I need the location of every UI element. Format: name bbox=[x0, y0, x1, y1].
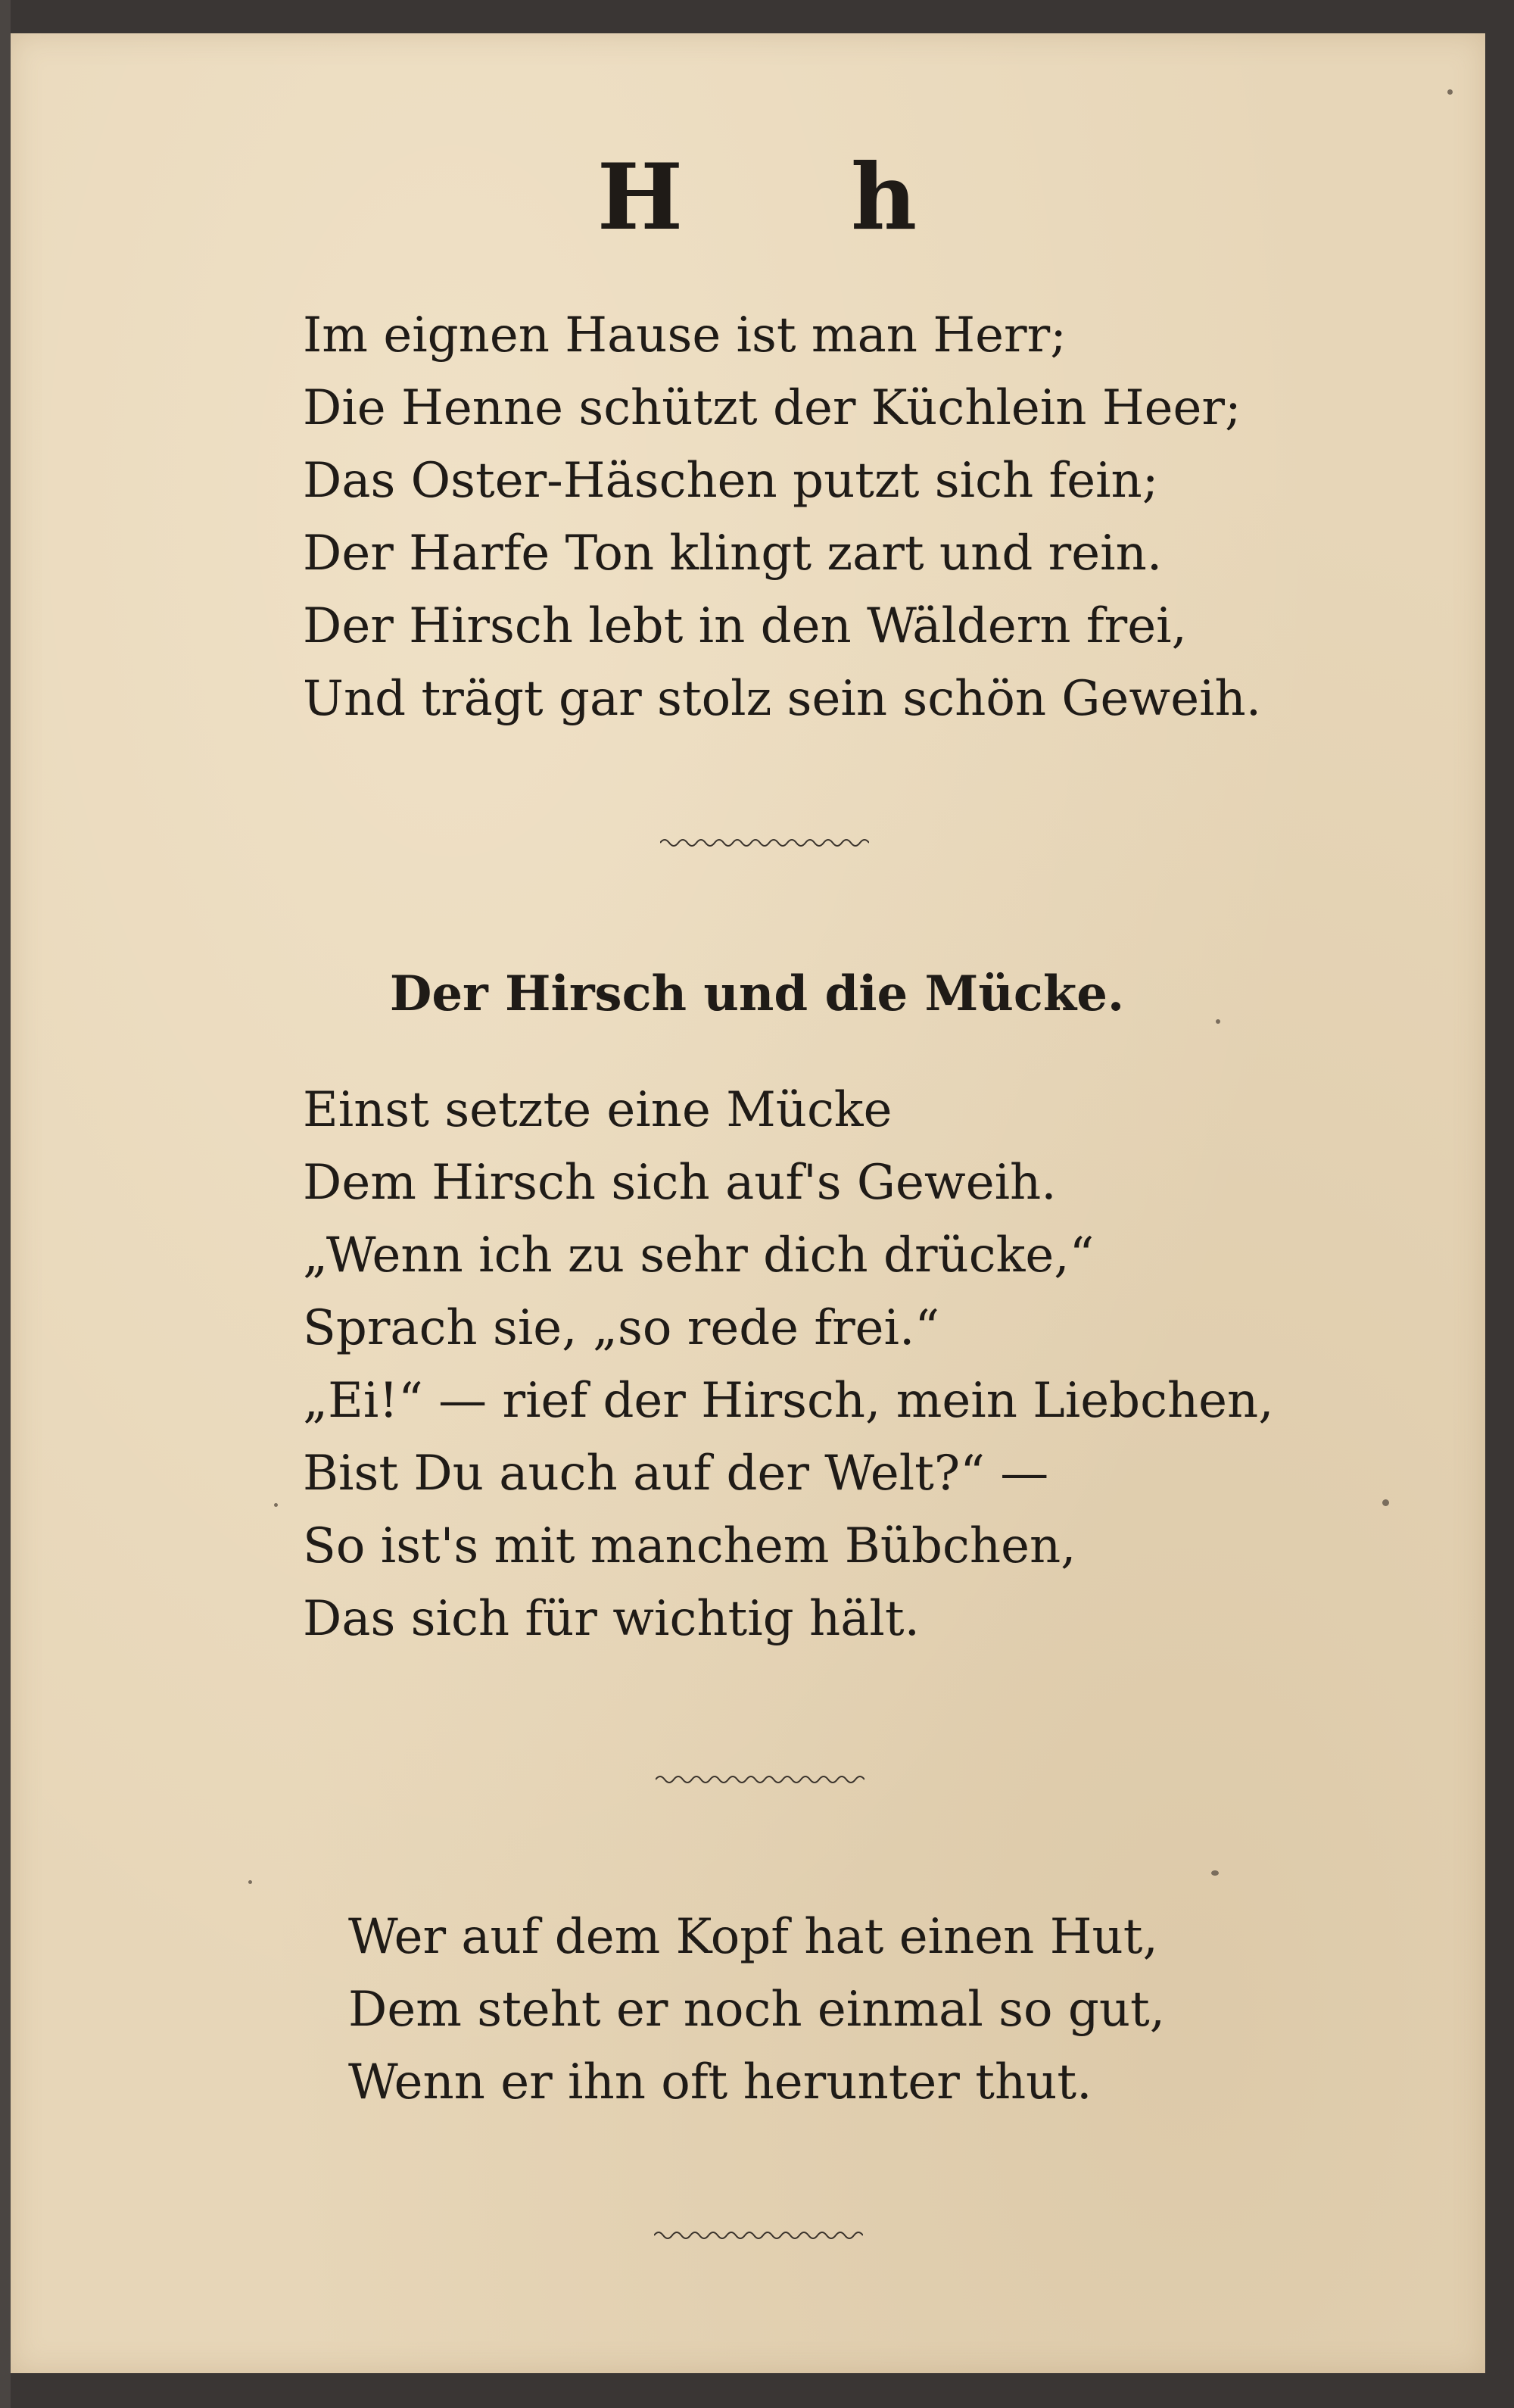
paper-speck bbox=[248, 1880, 252, 1884]
paper-speck bbox=[274, 1503, 278, 1507]
verse-line: Das sich für wichtig hält. bbox=[303, 1591, 920, 1647]
page-edge-shadow bbox=[0, 0, 11, 2408]
verse-line: Sprach sie, „so rede frei.“ bbox=[303, 1300, 940, 1356]
verse-line: Die Henne schützt der Küchlein Heer; bbox=[303, 380, 1241, 436]
verse-line: Wer auf dem Kopf hat einen Hut, bbox=[348, 1909, 1158, 1965]
hut-stanza bbox=[348, 1901, 1165, 2119]
poem-body bbox=[303, 1074, 1274, 1655]
verse-line: So ist's mit manchem Bübchen, bbox=[303, 1518, 1076, 1574]
wavy-divider-1 bbox=[660, 835, 869, 850]
verse-line: „Ei!“ — rief der Hirsch, mein Liebchen, bbox=[303, 1373, 1274, 1429]
verse-line: „Wenn ich zu sehr dich drücke,“ bbox=[303, 1227, 1095, 1284]
paper-speck bbox=[1382, 1499, 1389, 1506]
verse-line: Einst setzte eine Mücke bbox=[303, 1082, 893, 1138]
wavy-divider-2 bbox=[656, 1772, 864, 1787]
letter-heading: H h bbox=[597, 144, 986, 251]
letter-h-stanza bbox=[303, 299, 1261, 735]
verse-line: Und trägt gar stolz sein schön Geweih. bbox=[303, 671, 1262, 727]
verse-line: Dem Hirsch sich auf's Geweih. bbox=[303, 1155, 1057, 1211]
verse-line: Im eignen Hause ist man Herr; bbox=[303, 307, 1067, 363]
paper-speck bbox=[1211, 1870, 1219, 1876]
verse-line: Der Hirsch lebt in den Wäldern frei, bbox=[303, 598, 1187, 654]
poem-title: Der Hirsch und die Mücke. bbox=[389, 965, 1125, 1022]
verse-line: Dem steht er noch einmal so gut, bbox=[348, 1982, 1166, 2038]
paper-speck bbox=[1216, 1019, 1220, 1024]
verse-line: Bist Du auch auf der Welt?“ — bbox=[303, 1446, 1049, 1502]
verse-line: Der Harfe Ton klingt zart und rein. bbox=[303, 526, 1163, 582]
wavy-divider-3 bbox=[654, 2228, 863, 2243]
verse-line: Das Oster-Häschen putzt sich fein; bbox=[303, 453, 1159, 509]
verse-line: Wenn er ihn oft herunter thut. bbox=[348, 2054, 1092, 2110]
paper-speck bbox=[1447, 89, 1453, 95]
